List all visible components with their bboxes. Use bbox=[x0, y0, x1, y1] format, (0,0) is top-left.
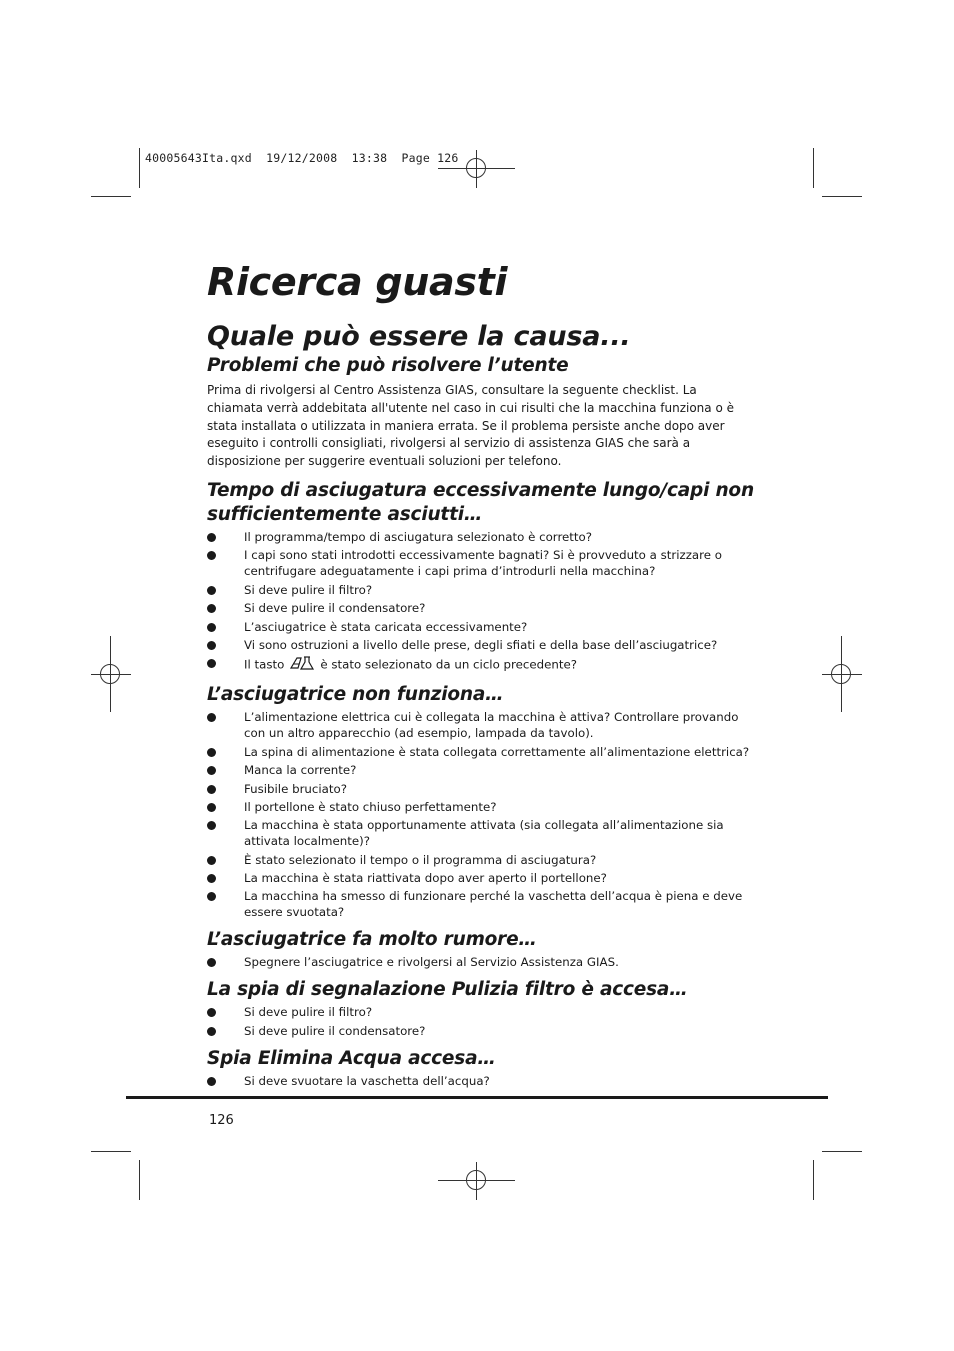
page-number: 126 bbox=[209, 1113, 234, 1128]
crop-mark bbox=[822, 196, 862, 197]
list-item: Fusibile bruciato? bbox=[207, 781, 754, 797]
bullet-icon bbox=[207, 586, 216, 595]
list-item: L’asciugatrice è stata caricata eccessivamente? bbox=[207, 619, 754, 635]
bullet-icon bbox=[207, 821, 216, 830]
bullet-icon bbox=[207, 1008, 216, 1017]
bullet-icon bbox=[207, 748, 216, 757]
list-item: Si deve pulire il filtro? bbox=[207, 582, 754, 598]
list-item: Il tasto è stato selezionato da un ciclo precedente? bbox=[207, 655, 754, 675]
bullet-icon bbox=[207, 958, 216, 967]
section-noise bbox=[207, 928, 767, 970]
crop-mark bbox=[813, 148, 814, 188]
footer-rule bbox=[126, 1096, 828, 1099]
list-item: I capi sono stati introdotti eccessivamente bagnati? Si è provveduto a strizzare o centrifugare adeguatamente i capi prima d’introdurli nella macchina? bbox=[207, 547, 754, 579]
section-not-working bbox=[207, 683, 767, 920]
list-item: Il portellone è stato chiuso perfettamente? bbox=[207, 799, 754, 815]
crop-mark bbox=[91, 1151, 131, 1152]
bullet-icon bbox=[207, 533, 216, 542]
checklist bbox=[207, 529, 767, 675]
bullet-icon bbox=[207, 604, 216, 613]
registration-circle bbox=[100, 664, 120, 684]
section-heading: Spia Elimina Acqua accesa… bbox=[207, 1047, 496, 1069]
intro-text: Prima di rivolgersi al Centro Assistenza GIAS, consultare la seguente checklist. La chiamata verrà addebitata all'utente nel caso in cui risulti che la macchina funziona o è stata installata o utilizzata in maniera errata. Se il problema persiste anche dopo aver eseguito i controlli consigliati, rivolgersi al servizio di assistenza GIAS che sarà a disposizione per suggerire eventuali soluzioni per telefono. bbox=[207, 383, 734, 469]
bullet-icon bbox=[207, 641, 216, 650]
list-item: Il programma/tempo di asciugatura selezionato è corretto? bbox=[207, 529, 754, 545]
section-heading: La spia di segnalazione Pulizia filtro è accesa… bbox=[207, 979, 688, 1001]
crop-mark bbox=[822, 1151, 862, 1152]
section-heading: L’asciugatrice fa molto rumore… bbox=[207, 929, 537, 951]
bullet-icon bbox=[207, 892, 216, 901]
section-water-light bbox=[207, 1047, 767, 1089]
list-item: L’alimentazione elettrica cui è collegata la macchina è attiva? Controllare provando con un altro apparecchio (ad esempio, lampada da tavolo). bbox=[207, 709, 754, 741]
bullet-icon bbox=[207, 551, 216, 560]
crop-mark bbox=[139, 1160, 140, 1200]
page-title: Ricerca guasti bbox=[207, 260, 508, 304]
checklist bbox=[207, 1073, 767, 1089]
list-item: La macchina è stata opportunamente attivata (sia collegata all’alimentazione sia attivata localmente)? bbox=[207, 817, 754, 849]
section-drying-time bbox=[207, 479, 767, 675]
bullet-icon bbox=[207, 856, 216, 865]
iron-flask-icon bbox=[289, 655, 315, 675]
section-heading: L’asciugatrice non funziona… bbox=[207, 684, 504, 706]
crop-mark bbox=[139, 148, 140, 188]
registration-circle bbox=[466, 158, 486, 178]
list-item: Spegnere l’asciugatrice e rivolgersi al Servizio Assistenza GIAS. bbox=[207, 954, 754, 970]
registration-circle bbox=[831, 664, 851, 684]
bullet-icon bbox=[207, 1027, 216, 1036]
bullet-icon bbox=[207, 874, 216, 883]
bullet-icon bbox=[207, 803, 216, 812]
list-item: Manca la corrente? bbox=[207, 762, 754, 778]
list-item: Vi sono ostruzioni a livello delle prese, degli sfiati e della base dell’asciugatrice? bbox=[207, 637, 754, 653]
bullet-icon bbox=[207, 713, 216, 722]
list-item: La macchina ha smesso di funzionare perché la vaschetta dell’acqua è piena e deve essere svuotata? bbox=[207, 888, 754, 920]
bullet-icon bbox=[207, 785, 216, 794]
checklist bbox=[207, 709, 767, 920]
list-item: Si deve pulire il condensatore? bbox=[207, 600, 754, 616]
crop-mark bbox=[91, 196, 131, 197]
checklist bbox=[207, 1004, 767, 1038]
bullet-icon bbox=[207, 1077, 216, 1086]
bullet-icon bbox=[207, 766, 216, 775]
bullet-icon bbox=[207, 623, 216, 632]
crop-mark bbox=[813, 1160, 814, 1200]
section-heading: Tempo di asciugatura eccessivamente lungo/capi non sufficientemente asciutti… bbox=[207, 479, 754, 525]
file-slug: 40005643Ita.qxd 19/12/2008 13:38 Page 126 bbox=[145, 151, 459, 165]
checklist bbox=[207, 954, 767, 970]
page-subtitle: Quale può essere la causa... bbox=[207, 321, 631, 352]
list-item: Si deve pulire il filtro? bbox=[207, 1004, 754, 1020]
bullet-icon bbox=[207, 659, 216, 668]
intro-heading: Problemi che può risolvere l’utente bbox=[207, 355, 569, 376]
list-item: È stato selezionato il tempo o il programma di asciugatura? bbox=[207, 852, 754, 868]
list-item: La spina di alimentazione è stata collegata correttamente all’alimentazione elettrica? bbox=[207, 744, 754, 760]
page-content bbox=[207, 256, 767, 1091]
list-item: La macchina è stata riattivata dopo aver aperto il portellone? bbox=[207, 870, 754, 886]
list-item: Si deve svuotare la vaschetta dell’acqua? bbox=[207, 1073, 754, 1089]
list-item: Si deve pulire il condensatore? bbox=[207, 1023, 754, 1039]
section-filter-light bbox=[207, 978, 767, 1038]
registration-circle bbox=[466, 1170, 486, 1190]
